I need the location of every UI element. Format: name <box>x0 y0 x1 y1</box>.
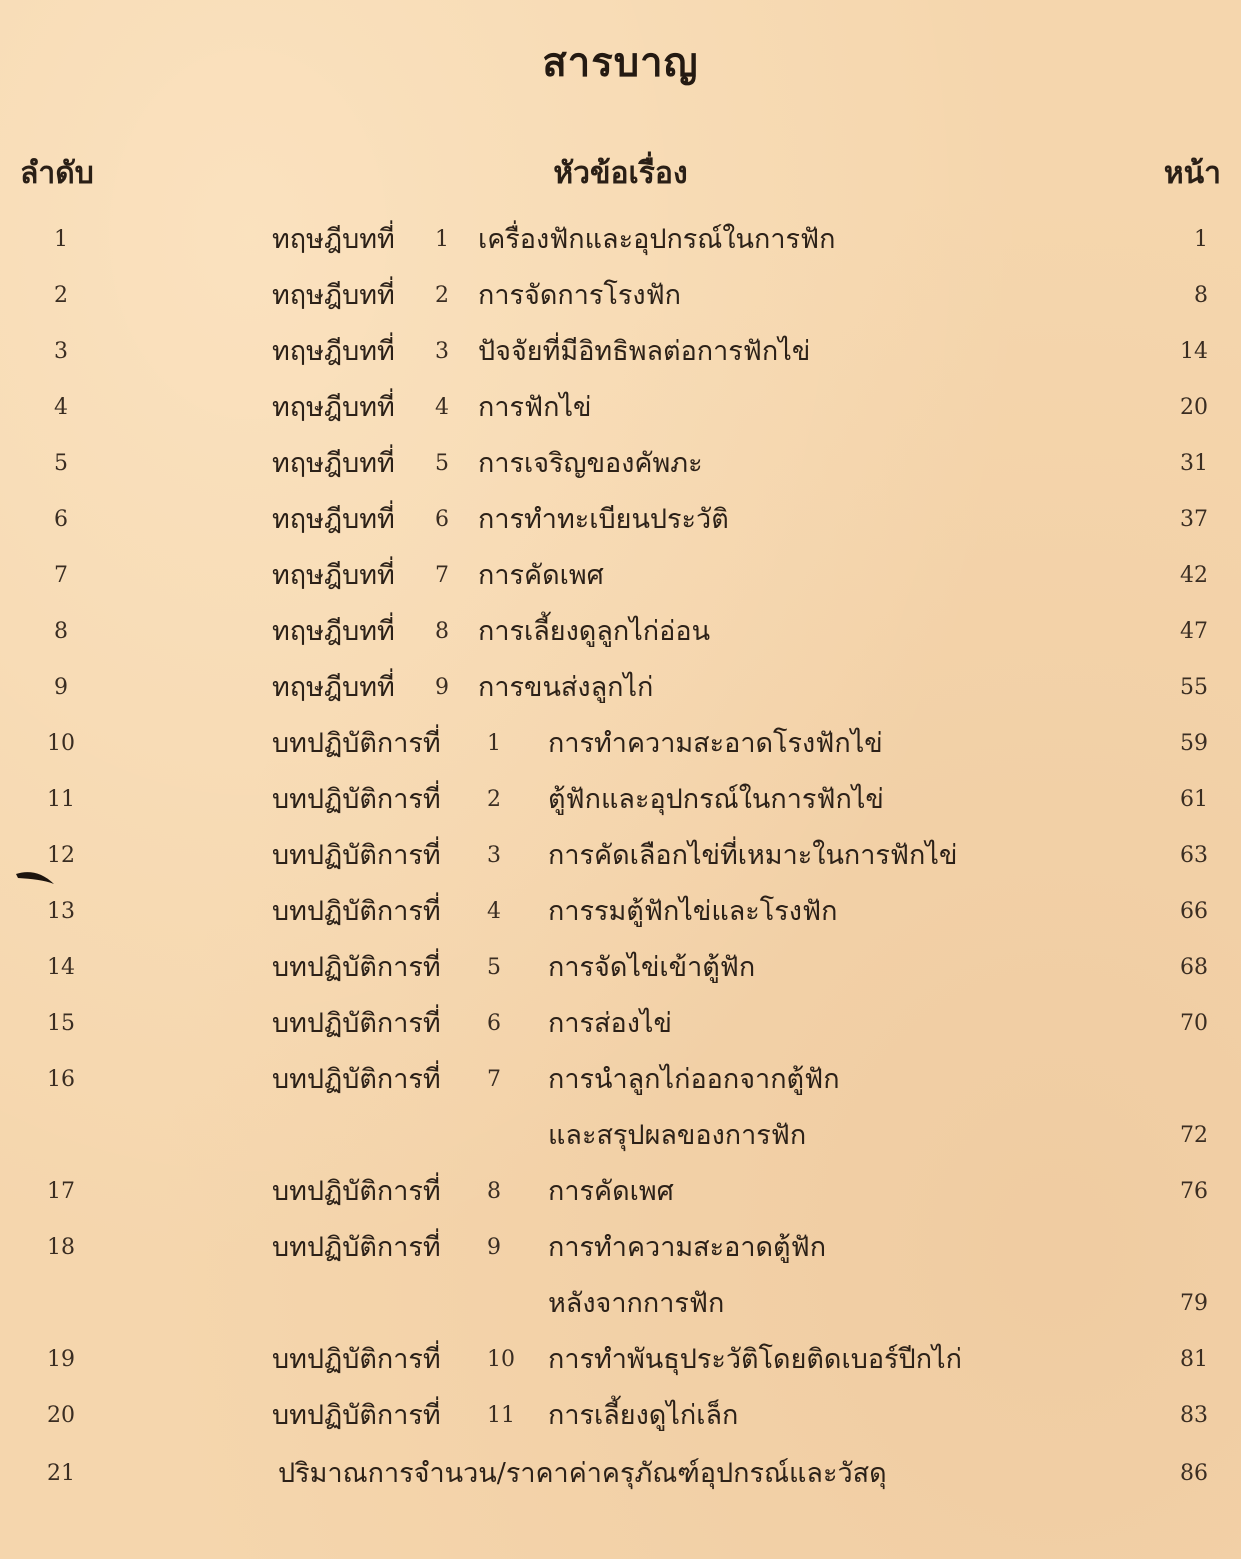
toc-row <box>0 554 1241 598</box>
entry-chapter: 3 <box>435 339 449 364</box>
entry-title: การคัดเลือกไข่ที่เหมาะในการฟักไข่ <box>548 840 958 871</box>
entry-title: การคัดเพศ <box>548 1176 674 1207</box>
entry-chapter: 11 <box>487 1403 515 1428</box>
toc-row <box>0 386 1241 430</box>
entry-number: 16 <box>47 1067 75 1092</box>
toc-row <box>0 274 1241 318</box>
column-header-number: ลำดับ <box>20 156 94 191</box>
entry-number: 17 <box>47 1179 75 1204</box>
entry-prefix: บทปฏิบัติการที่ <box>272 728 441 759</box>
entry-prefix: ทฤษฎีบทที่ <box>272 336 395 367</box>
entry-title: การคัดเพศ <box>478 560 604 591</box>
entry-prefix: ทฤษฎีบทที่ <box>272 504 395 535</box>
entry-chapter: 7 <box>435 563 449 588</box>
entry-title: การรมตู้ฟักไข่และโรงฟัก <box>548 896 838 927</box>
entry-page: 14 <box>1180 339 1208 364</box>
toc-row <box>0 498 1241 542</box>
entry-number: 13 <box>47 899 75 924</box>
entry-page: 83 <box>1180 1403 1208 1428</box>
entry-page: 68 <box>1180 955 1208 980</box>
entry-page: 86 <box>1180 1461 1208 1486</box>
entry-chapter: 5 <box>435 451 449 476</box>
entry-chapter: 3 <box>487 843 501 868</box>
entry-prefix: ทฤษฎีบทที่ <box>272 672 395 703</box>
entry-prefix: ทฤษฎีบทที่ <box>272 280 395 311</box>
toc-row <box>0 890 1241 934</box>
entry-number: 6 <box>54 507 68 532</box>
entry-prefix: บทปฏิบัติการที่ <box>272 1232 441 1263</box>
entry-prefix: ทฤษฎีบทที่ <box>272 448 395 479</box>
entry-chapter: 9 <box>435 675 449 700</box>
entry-page: 20 <box>1180 395 1208 420</box>
entry-chapter: 5 <box>487 955 501 980</box>
entry-number: 8 <box>54 619 68 644</box>
entry-prefix: ทฤษฎีบทที่ <box>272 616 395 647</box>
toc-row <box>0 610 1241 654</box>
entry-page: 76 <box>1180 1179 1208 1204</box>
entry-chapter: 9 <box>487 1235 501 1260</box>
entry-title-continued: หลังจากการฟัก <box>548 1288 725 1319</box>
toc-row <box>0 1058 1241 1102</box>
entry-page: 81 <box>1180 1347 1208 1372</box>
entry-page: 63 <box>1180 843 1208 868</box>
entry-number: 14 <box>47 955 75 980</box>
entry-title: การเจริญของคัพภะ <box>478 448 703 479</box>
entry-chapter: 8 <box>435 619 449 644</box>
toc-row <box>0 218 1241 262</box>
entry-prefix: บทปฏิบัติการที่ <box>272 784 441 815</box>
entry-title: การขนส่งลูกไก่ <box>478 672 654 703</box>
entry-number: 21 <box>47 1461 75 1486</box>
entry-title: เครื่องฟักและอุปกรณ์ในการฟัก <box>478 224 836 255</box>
entry-title: การเลี้ยงดูไก่เล็ก <box>548 1400 739 1431</box>
entry-prefix: บทปฏิบัติการที่ <box>272 1064 441 1095</box>
entry-chapter: 6 <box>435 507 449 532</box>
entry-page: 42 <box>1180 563 1208 588</box>
entry-chapter: 7 <box>487 1067 501 1092</box>
entry-page: 66 <box>1180 899 1208 924</box>
entry-title: ปริมาณการจำนวน/ราคาค่าครุภัณฑ์อุปกรณ์และวัสดุ <box>278 1458 887 1489</box>
entry-title: การทำพันธุประวัติโดยติดเบอร์ปีกไก่ <box>548 1344 962 1375</box>
entry-page: 1 <box>1194 227 1208 252</box>
toc-row-continuation <box>0 1114 1241 1158</box>
toc-row <box>0 946 1241 990</box>
entry-title: การฟักไข่ <box>478 392 592 423</box>
entry-page: 37 <box>1180 507 1208 532</box>
entry-title: การจัดไข่เข้าตู้ฟัก <box>548 952 756 983</box>
entry-chapter: 4 <box>487 899 501 924</box>
entry-page: 59 <box>1180 731 1208 756</box>
entry-chapter: 4 <box>435 395 449 420</box>
entry-page: 47 <box>1180 619 1208 644</box>
entry-prefix: บทปฏิบัติการที่ <box>272 1344 441 1375</box>
entry-number: 10 <box>47 731 75 756</box>
entry-page: 31 <box>1180 451 1208 476</box>
entry-prefix: บทปฏิบัติการที่ <box>272 1176 441 1207</box>
entry-number: 3 <box>54 339 68 364</box>
column-header-page: หน้า <box>1163 156 1221 191</box>
column-header-topic: หัวข้อเรื่อง <box>553 156 688 191</box>
toc-row <box>0 330 1241 374</box>
entry-number: 18 <box>47 1235 75 1260</box>
entry-chapter: 2 <box>435 283 449 308</box>
entry-page: 8 <box>1194 283 1208 308</box>
entry-title: การทำความสะอาดโรงฟักไข่ <box>548 728 883 759</box>
toc-row <box>0 778 1241 822</box>
entry-chapter: 6 <box>487 1011 501 1036</box>
entry-prefix: บทปฏิบัติการที่ <box>272 1400 441 1431</box>
entry-prefix: บทปฏิบัติการที่ <box>272 840 441 871</box>
entry-prefix: บทปฏิบัติการที่ <box>272 952 441 983</box>
entry-number: 1 <box>54 227 68 252</box>
toc-row <box>0 666 1241 710</box>
entry-title: การทำความสะอาดตู้ฟัก <box>548 1232 827 1263</box>
toc-row <box>0 834 1241 878</box>
toc-row <box>0 442 1241 486</box>
entry-title-continued: และสรุปผลของการฟัก <box>548 1120 807 1151</box>
toc-row <box>0 1002 1241 1046</box>
toc-row <box>0 1338 1241 1382</box>
entry-page: 79 <box>1180 1291 1208 1316</box>
entry-number: 4 <box>54 395 68 420</box>
entry-page: 55 <box>1180 675 1208 700</box>
toc-row <box>0 1394 1241 1438</box>
toc-row <box>0 1170 1241 1214</box>
entry-chapter: 1 <box>435 227 449 252</box>
toc-row <box>0 1226 1241 1270</box>
entry-number: 20 <box>47 1403 75 1428</box>
entry-prefix: บทปฏิบัติการที่ <box>272 896 441 927</box>
entry-title: การจัดการโรงฟัก <box>478 280 682 311</box>
entry-number: 11 <box>47 787 75 812</box>
entry-title: การส่องไข่ <box>548 1008 672 1039</box>
entry-page: 70 <box>1180 1011 1208 1036</box>
entry-chapter: 8 <box>487 1179 501 1204</box>
entry-number: 9 <box>54 675 68 700</box>
entry-chapter: 1 <box>487 731 501 756</box>
toc-row <box>0 722 1241 766</box>
entry-title: การนำลูกไก่ออกจากตู้ฟัก <box>548 1064 840 1095</box>
toc-row <box>0 1452 1241 1496</box>
entry-page: 72 <box>1180 1123 1208 1148</box>
toc-row-continuation <box>0 1282 1241 1326</box>
entry-prefix: ทฤษฎีบทที่ <box>272 224 395 255</box>
entry-number: 5 <box>54 451 68 476</box>
entry-prefix: บทปฏิบัติการที่ <box>272 1008 441 1039</box>
entry-number: 12 <box>47 843 75 868</box>
entry-title: การเลี้ยงดูลูกไก่อ่อน <box>478 616 711 647</box>
entry-title: การทำทะเบียนประวัติ <box>478 504 729 535</box>
entry-number: 2 <box>54 283 68 308</box>
entry-prefix: ทฤษฎีบทที่ <box>272 560 395 591</box>
entry-title: ปัจจัยที่มีอิทธิพลต่อการฟักไข่ <box>478 336 811 367</box>
entry-chapter: 10 <box>487 1347 515 1372</box>
entry-number: 19 <box>47 1347 75 1372</box>
entry-number: 7 <box>54 563 68 588</box>
entry-page: 61 <box>1180 787 1208 812</box>
entry-prefix: ทฤษฎีบทที่ <box>272 392 395 423</box>
page-title: สารบาญ <box>542 40 699 86</box>
entry-number: 15 <box>47 1011 75 1036</box>
entry-title: ตู้ฟักและอุปกรณ์ในการฟักไข่ <box>548 784 884 815</box>
ink-mark <box>14 868 56 888</box>
entry-chapter: 2 <box>487 787 501 812</box>
